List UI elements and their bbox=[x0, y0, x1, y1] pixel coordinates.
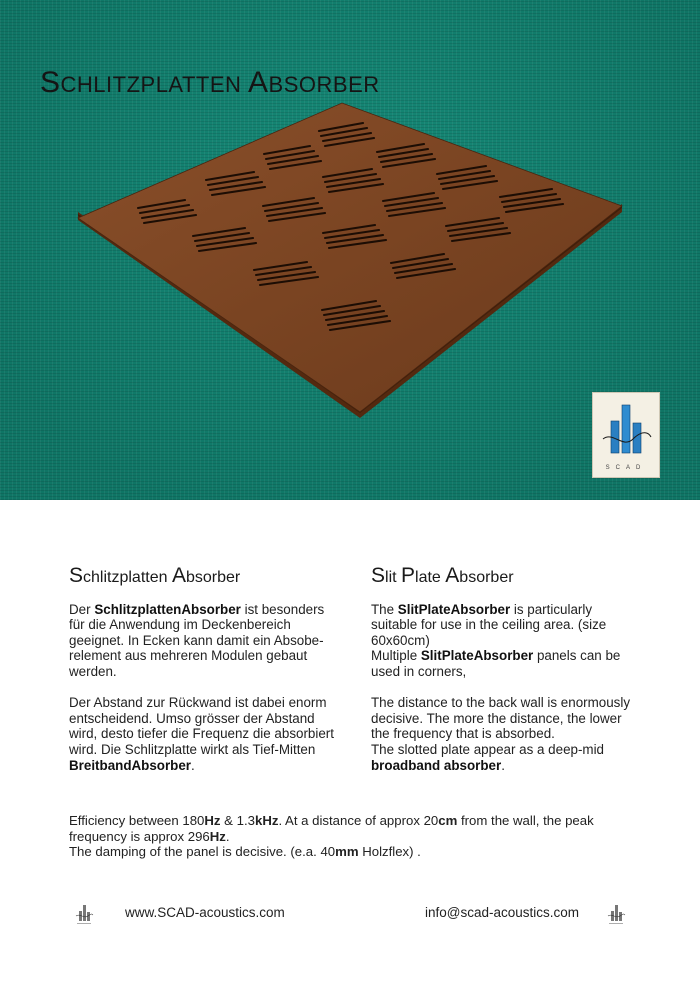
heading-cap: P bbox=[401, 564, 416, 587]
text: The slotted plate appear as a deep-mid bbox=[371, 741, 604, 757]
specification-note bbox=[69, 813, 639, 860]
website-link[interactable]: www.SCAD-acoustics.com bbox=[125, 905, 285, 920]
unit: Hz bbox=[209, 828, 226, 844]
unit: cm bbox=[438, 813, 458, 828]
text: Multiple bbox=[371, 648, 421, 664]
german-paragraph-1 bbox=[69, 602, 339, 680]
german-column bbox=[69, 564, 339, 773]
text: The damping of the panel is decisive. (e.a. 40 bbox=[69, 844, 336, 860]
hero-title-part: CHLITZPLATTEN bbox=[60, 72, 249, 97]
text: from the wall, the peak frequency is approx 296 bbox=[69, 813, 594, 844]
heading-cap: S bbox=[69, 564, 84, 587]
text: . At a distance of approx 20 bbox=[278, 813, 439, 828]
heading-cap: A bbox=[171, 564, 186, 587]
heading-part: late bbox=[415, 569, 446, 586]
text: & 1.3 bbox=[220, 813, 255, 828]
scad-logo-icon bbox=[593, 393, 659, 463]
text: ist besonders für die Anwendung im Deckenbereich geeignet. In Ecken kann damit ein Absobe-relement aus mehreren Modulen gebaut werden. bbox=[69, 601, 325, 679]
hero-title-cap: S bbox=[40, 66, 61, 99]
footer-logo-icon bbox=[74, 903, 94, 925]
unit: kHz bbox=[254, 813, 279, 828]
text: . bbox=[191, 757, 195, 773]
scad-logo bbox=[592, 392, 660, 478]
text: Der Abstand zur Rückwand ist dabei enorm entscheidend. Umso grösser der Abstand wird, desto tiefer die Frequenz die absorbiert wird. Die Schlitzplatte wirkt als Tief-Mitten bbox=[69, 695, 334, 757]
english-paragraph-1b bbox=[371, 648, 641, 679]
hero-title bbox=[40, 66, 380, 100]
german-heading bbox=[69, 564, 339, 587]
scad-logo-text: SCAD bbox=[605, 465, 647, 471]
text: . bbox=[501, 757, 505, 773]
hero-banner bbox=[0, 0, 700, 500]
text: is particularly suitable for use in the ceiling area. (size 60x60cm) bbox=[371, 601, 607, 648]
english-column bbox=[371, 564, 641, 773]
english-heading bbox=[371, 564, 641, 587]
product-name: SlitPlateAbsorber bbox=[420, 648, 534, 664]
text: Efficiency between 180 bbox=[69, 813, 205, 828]
efficiency-line bbox=[69, 813, 639, 844]
english-paragraph-1 bbox=[371, 602, 641, 649]
heading-part: bsorber bbox=[459, 569, 514, 586]
text: Holzflex) . bbox=[358, 844, 421, 860]
product-name: SchlitzplattenAbsorber bbox=[94, 601, 241, 617]
heading-cap: S bbox=[371, 564, 386, 587]
german-paragraph-2 bbox=[69, 695, 339, 773]
heading-cap: A bbox=[445, 564, 460, 587]
product-type: broadband absorber bbox=[371, 757, 502, 773]
english-paragraph-2: The distance to the back wall is enormously decisive. The more the distance, the lower the frequency that is absorbed. bbox=[371, 695, 631, 742]
text: . bbox=[225, 828, 230, 844]
damping-line bbox=[69, 844, 639, 860]
unit: Hz bbox=[204, 813, 221, 828]
heading-part: chlitzplatten bbox=[83, 569, 172, 586]
english-paragraph-3 bbox=[371, 742, 641, 773]
hero-title-part: BSORBER bbox=[268, 72, 380, 97]
hero-title-cap: A bbox=[248, 66, 269, 99]
text: panels can be used in corners, bbox=[371, 648, 621, 679]
unit: mm bbox=[335, 844, 359, 860]
text: The bbox=[371, 601, 398, 617]
email-link[interactable]: info@scad-acoustics.com bbox=[425, 905, 580, 920]
heading-part: bsorber bbox=[185, 569, 241, 586]
panel-top-face bbox=[78, 103, 622, 412]
product-name: SlitPlateAbsorber bbox=[397, 601, 511, 617]
footer-logo-icon bbox=[606, 903, 626, 925]
heading-part: lit bbox=[385, 569, 402, 586]
text: Der bbox=[69, 601, 95, 617]
product-type: BreitbandAbsorber bbox=[69, 757, 192, 773]
